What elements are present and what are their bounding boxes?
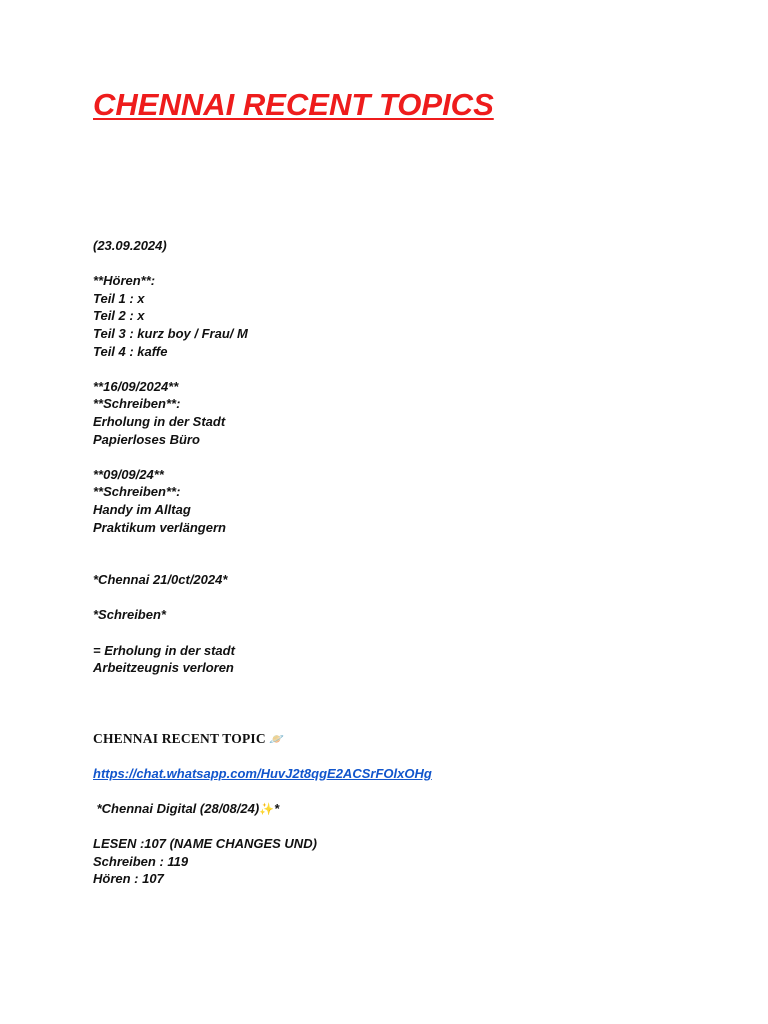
document-body: [93, 237, 733, 888]
spacer: [93, 677, 733, 695]
list-item: Papierloses Büro: [93, 431, 200, 447]
spacer: [93, 624, 733, 642]
section-heading: **Schreiben**:: [93, 396, 181, 412]
recent-topic-heading: [93, 730, 733, 748]
spacer: [93, 536, 733, 554]
spacer: [93, 255, 733, 273]
section-heading: **Schreiben**:: [93, 484, 181, 500]
list-item: Handy im Alltag: [93, 501, 191, 517]
list-item: Teil 4 : kaffe: [93, 343, 168, 359]
recent-topic-label: CHENNAI RECENT TOPIC: [93, 730, 266, 746]
page-title: CHENNAI RECENT TOPICS: [93, 87, 494, 122]
score-item: Schreiben : 119: [93, 853, 189, 869]
score-item: LESEN :107 (NAME CHANGES UND): [93, 836, 317, 852]
list-item: Teil 2 : x: [93, 308, 145, 324]
digital-suffix: *: [274, 801, 280, 816]
section-date: (23.09.2024): [93, 238, 167, 253]
list-item: Erholung in der Stadt: [93, 413, 226, 429]
digital-heading: [93, 800, 733, 818]
list-item: = Erholung in der stadt: [93, 642, 235, 658]
spacer: [93, 694, 733, 712]
score-item: Hören : 107: [93, 871, 164, 887]
digital-label: *Chennai Digital (28/08/24): [93, 801, 260, 816]
link-line: [93, 765, 733, 783]
spacer: [93, 818, 733, 836]
ringed-planet-icon: 🪐: [269, 731, 285, 746]
list-item: Teil 3 : kurz boy / Frau/ M: [93, 325, 248, 341]
spacer: [93, 747, 733, 765]
list-item: Teil 1 : x: [93, 290, 145, 306]
spacer: [93, 589, 733, 607]
spacer: [93, 782, 733, 800]
spacer: [93, 554, 733, 572]
section-heading: **Hören**:: [93, 273, 156, 289]
spacer: [93, 360, 733, 378]
list-item: Praktikum verlängern: [93, 519, 226, 535]
section-date: **16/09/2024**: [93, 378, 179, 394]
spacer: [93, 712, 733, 730]
spacer: [93, 448, 733, 466]
section-date: *Chennai 21/0ct/2024*: [93, 572, 228, 588]
whatsapp-link[interactable]: https://chat.whatsapp.com/HuvJ2t8qgE2ACSrFOlxOHg: [93, 765, 432, 781]
section-date: **09/09/24**: [93, 466, 164, 482]
section-heading: *Schreiben*: [93, 607, 166, 623]
sparkles-icon: ✨: [259, 802, 275, 816]
list-item: Arbeitzeugnis verloren: [93, 660, 234, 676]
